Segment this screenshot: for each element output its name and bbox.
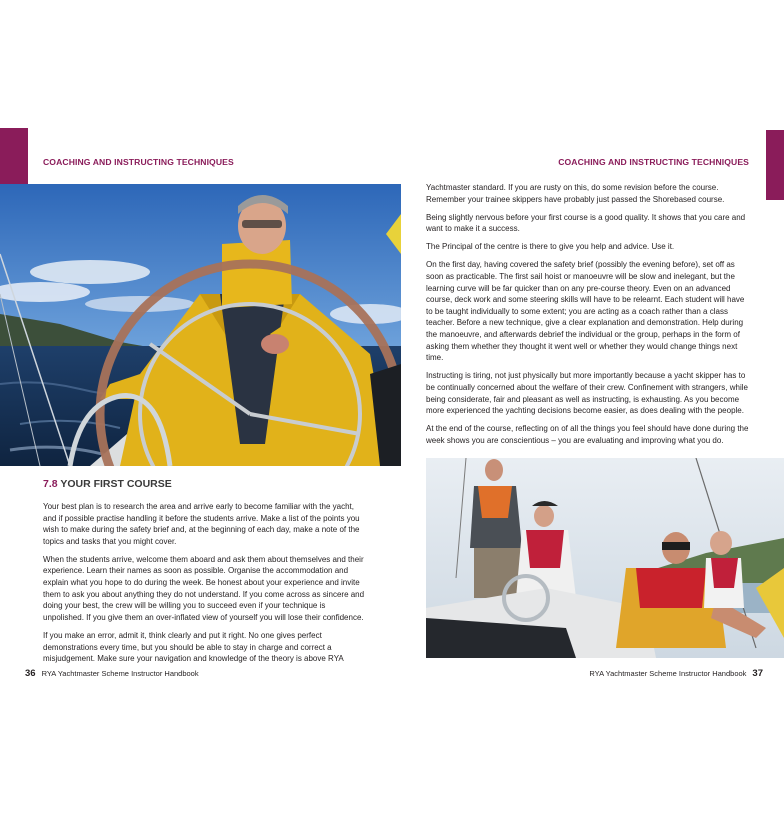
paragraph: Instructing is tiring, not just physically but more importantly because a yacht skipper has to be continually concerned about the welfare of their crew. Confinement with strangers, while being considerate, fair and pleasant as well as instructing, is exhausting. As you become more experienced the yachting decisions become easier, as does dealing with the people.: [426, 371, 748, 416]
running-head-left: COACHING AND INSTRUCTING TECHNIQUES: [43, 157, 234, 167]
footer-left: [19, 668, 199, 679]
section-tab-right: [766, 130, 784, 200]
paragraph: The Principal of the centre is there to give you help and advice. Use it.: [426, 242, 675, 252]
paragraph: Being slightly nervous before your first course is a good quality. It shows that you care and want to make it a success.: [426, 212, 746, 234]
paragraph: When the students arrive, welcome them aboard and ask them about themselves and their experience. Learn their names as soon as possible. Organise the accommodation and explain what you hope to do during the week. Be honest about your experience and invite them to ask you about anything they do not understand. If you come across as sincere and doing your best, the crew will be willing you to succeed even if your technique is unpolished. If you give them an over-inflated view of yourself you will lose their confidence.: [43, 554, 365, 622]
paragraph: At the end of the course, reflecting on of all the things you feel should have done during the week shows you are conscientious – you are evaluating and improving what you do.: [426, 424, 749, 445]
section-number: 7.8: [43, 478, 58, 490]
section-title: YOUR FIRST COURSE: [60, 478, 172, 490]
right-column-text: [426, 182, 752, 453]
page-number-left: 36: [25, 668, 36, 679]
left-column-text: [43, 501, 368, 671]
running-head-right: COACHING AND INSTRUCTING TECHNIQUES: [558, 157, 749, 167]
footer-title-left: RYA Yachtmaster Scheme Instructor Handbook: [41, 669, 199, 678]
photo-crew-on-deck: [426, 458, 784, 658]
footer-right: [589, 668, 769, 679]
section-heading: [43, 478, 172, 490]
paragraph: If you make an error, admit it, think clearly and put it right. No one gives perfect demonstrations every time, but you should be able to stay in charge and correct a misjudgement. Make sure your navigation and knowledge of the theory is above RYA: [43, 630, 344, 664]
paragraph: Your best plan is to research the area and arrive early to become familiar with the yacht, and if possible practise handling it before the students arrive. Make a list of the points you wish to make during the safety brief and, at the beginning of each day, make a note of the topics and tasks that you might cover.: [43, 502, 360, 546]
page-number-right: 37: [752, 668, 763, 679]
paragraph: Yachtmaster standard. If you are rusty on this, do some revision before the course. Remember your trainee skippers have probably just passed the Shorebased course.: [426, 183, 725, 204]
footer-title-right: RYA Yachtmaster Scheme Instructor Handbook: [589, 669, 747, 678]
photo-helmsman-at-wheel: [0, 184, 401, 466]
paragraph: On the first day, having covered the safety brief (possibly the evening before), set off as soon as practicable. The first sail hoist or manoeuvre will be slow and inelegant, but the learning curve will be far quicker than on any pre-course theory. Even on an advanced course, deck work and some steering skills will have to be relearnt. Each student will have to be taught individually to some extent; you are acting as a coach rather than a class teacher. Before a new technique, give a clear explanation and demonstration. Help during the manoeuvre, and afterwards debrief the individual or the group, perhaps in the form of asking them whether they thought it went well or whether they would change things next time.: [426, 260, 745, 363]
section-tab-left: [0, 128, 28, 184]
